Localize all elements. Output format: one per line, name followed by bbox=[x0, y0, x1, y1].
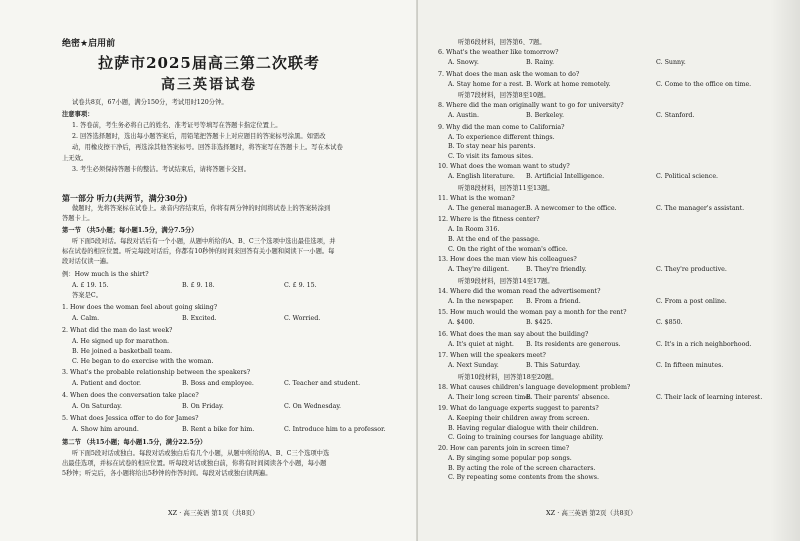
note-line: 3. 考生必须保持答题卡的整洁。考试结束后，请将答题卡交回。 bbox=[72, 166, 251, 173]
exam-subtitle: 高三英语试卷 bbox=[161, 77, 257, 93]
material-instruction: 听第9段材料，回答第14至17题。 bbox=[458, 277, 554, 285]
section1-intro-line: 标在试卷的相应位置。听完每段对话后，你都有10秒钟的时间来回答有关小题和阅读下一小题。每 bbox=[62, 248, 335, 255]
answer-option: B. Artificial Intelligence. bbox=[526, 173, 605, 181]
answer-option: B. $425. bbox=[526, 319, 553, 327]
question-text: 4. When does the conversation take place? bbox=[62, 392, 199, 399]
section2-intro-line: 出最佳选项，并标在试卷的相应位置。听每段对话或独白前，你将有时间阅读各个小题，每小题 bbox=[62, 460, 327, 467]
answer-option: B. From a friend. bbox=[526, 297, 581, 305]
answer-option: C. Stanford. bbox=[656, 112, 695, 119]
section1-intro-line: 段对话仅读一遍。 bbox=[62, 258, 113, 265]
answer-option: C. Sunny. bbox=[656, 59, 686, 66]
page-footer: XZ · 高三英语 第1页（共8页） bbox=[168, 509, 259, 517]
question-text: 15. How much would the woman pay a month for the rent? bbox=[438, 309, 627, 317]
note-line: 1. 答卷前，考生务必将自己的姓名、准考证号等填写在答题卡指定位置上。 bbox=[72, 122, 282, 129]
answer-option: B. To stay near his parents. bbox=[448, 143, 536, 151]
answer-option: C. From a post online. bbox=[656, 297, 727, 305]
intro-text: 试卷共8页，67小题，满分150分，考试用时120分钟。 bbox=[72, 99, 228, 106]
note-line: 上无效。 bbox=[62, 155, 88, 162]
notes-heading: 注意事项： bbox=[62, 111, 94, 118]
answer-option: A. Patient and doctor. bbox=[72, 380, 141, 387]
right-page bbox=[418, 0, 800, 541]
answer-option: C. On the right of the woman's office. bbox=[448, 245, 568, 253]
question-text: 2. What did the man do last week? bbox=[62, 327, 173, 334]
answer-option: A. Stay home for a rest. bbox=[448, 80, 524, 88]
answer-option: A. He signed up for marathon. bbox=[72, 338, 170, 345]
note-line: 动，用橡皮擦干净后，再选涂其他答案标号。回答非选择题时，将答案写在答题卡上。写在本试卷 bbox=[72, 144, 343, 151]
section1-heading: 第一节 （共5小题；每小题1.5分，满分7.5分） bbox=[62, 227, 198, 234]
section2-intro-line: 5秒钟；听完后，各小题将给出5秒钟的作答时间。每段对话或独白读两遍。 bbox=[62, 470, 272, 477]
answer-option: C. Come to the office on time. bbox=[656, 80, 752, 88]
material-instruction: 听第6段材料，回答第6、7题。 bbox=[458, 39, 546, 46]
question-text: 7. What does the man ask the woman to do? bbox=[438, 70, 580, 78]
secret-mark: 绝密★启用前 bbox=[62, 39, 116, 49]
answer-option: A. They're diligent. bbox=[448, 266, 509, 274]
section1-intro-line: 听下面5段对话。每段对话后有一个小题，从题中所给的A、B、C三个选项中选出最佳选项，并 bbox=[72, 238, 336, 245]
answer-option: B. On Friday. bbox=[182, 403, 224, 410]
question-text: 3. What's the probable relationship between the speakers? bbox=[62, 369, 251, 376]
answer-option: B. This Saturday. bbox=[526, 362, 581, 370]
answer-option: B. Rent a bike for him. bbox=[182, 426, 255, 433]
answer-option: B. At the end of the passage. bbox=[448, 235, 540, 243]
answer-option: C. Teacher and student. bbox=[284, 380, 361, 387]
answer-option: A. To experience different things. bbox=[448, 133, 555, 141]
answer-option: B. Having regular dialogue with their children. bbox=[448, 424, 599, 432]
answer-option: A. In the newspaper. bbox=[448, 297, 514, 305]
answer-option: A. Snowy. bbox=[448, 59, 479, 66]
page-shadow bbox=[770, 0, 800, 541]
answer-option: A. Keeping their children away from screen. bbox=[448, 415, 590, 423]
answer-option: B. Work at home remotely. bbox=[526, 80, 611, 88]
answer-option: C. Political science. bbox=[656, 173, 719, 181]
answer-option: B. Their parents' absence. bbox=[526, 393, 610, 401]
part-heading: 第一部分 听力(共两节，满分30分) bbox=[62, 193, 188, 203]
example-option: B. £ 9. 18. bbox=[182, 282, 215, 289]
example-option: C. £ 9. 15. bbox=[284, 282, 317, 289]
answer-option: A. English literature. bbox=[448, 173, 515, 181]
answer-option: A. Austin. bbox=[448, 112, 479, 119]
answer-option: A. Their long screen time. bbox=[448, 393, 531, 401]
answer-option: B. Rainy. bbox=[526, 59, 555, 66]
answer-option: A. Show him around. bbox=[72, 426, 139, 433]
part-intro-line: 答题卡上。 bbox=[62, 215, 94, 222]
answer-option: C. To visit its famous sites. bbox=[448, 152, 534, 160]
question-text: 16. What does the man say about the building? bbox=[438, 330, 589, 338]
question-text: 10. What does the woman want to study? bbox=[438, 163, 570, 171]
section2-intro-line: 听下面5段对话或独白。每段对话或独白后有几个小题，从题中所给的A、B、C三个选项中选 bbox=[72, 450, 330, 457]
question-text: 20. How can parents join in screen time? bbox=[438, 444, 570, 452]
page-footer: XZ · 高三英语 第2页（共8页） bbox=[546, 509, 637, 517]
question-text: 5. What does Jessica offer to do for James? bbox=[62, 415, 199, 422]
example-question: 例：How much is the shirt? bbox=[62, 271, 149, 278]
answer-option: A. Next Sunday. bbox=[448, 362, 499, 370]
answer-option: A. By singing some popular pop songs. bbox=[448, 454, 572, 462]
answer-option: A. $400. bbox=[448, 319, 475, 327]
question-text: 9. Why did the man come to California? bbox=[438, 123, 565, 131]
answer-option: C. Introduce him to a professor. bbox=[284, 426, 386, 433]
exam-title: 拉萨市2025届高三第二次联考 bbox=[98, 54, 320, 72]
answer-option: B. He joined a basketball team. bbox=[72, 348, 173, 355]
question-text: 6. What's the weather like tomorrow? bbox=[438, 49, 559, 56]
answer-option: C. He began to do exercise with the woman. bbox=[72, 358, 214, 365]
answer-option: C. In fifteen minutes. bbox=[656, 362, 724, 370]
answer-option: A. On Saturday. bbox=[72, 403, 122, 410]
answer-option: C. Going to training courses for language ability. bbox=[448, 434, 604, 442]
answer-option: C. They're productive. bbox=[656, 266, 727, 274]
question-text: 11. What is the woman? bbox=[438, 194, 515, 202]
answer-option: B. By acting the role of the screen characters. bbox=[448, 464, 596, 472]
answer-option: B. They're friendly. bbox=[526, 266, 587, 274]
question-text: 14. Where did the woman read the advertisement? bbox=[438, 287, 601, 295]
answer-option: B. Boss and employee. bbox=[182, 380, 254, 387]
part-intro-line: 做题时，先将答案标在试卷上。录音内容结束后，你将有两分钟的时间将试卷上的答案转涂到 bbox=[72, 205, 331, 212]
answer-option: C. Their lack of learning interest. bbox=[656, 393, 763, 401]
note-line: 2. 回答选择题时，选出每小题答案后，用铅笔把答题卡上对应题目的答案标号涂黑。如需改 bbox=[72, 133, 326, 140]
answer-option: C. Worried. bbox=[284, 315, 321, 322]
answer-option: B. Excited. bbox=[182, 315, 217, 322]
answer-option: A. Calm. bbox=[72, 315, 100, 322]
material-instruction: 听第7段材料，回答第8至10题。 bbox=[458, 92, 550, 99]
answer-option: B. Its residents are generous. bbox=[526, 340, 621, 348]
answer-option: A. In Room 316. bbox=[448, 226, 500, 234]
question-text: 13. How does the man view his colleagues? bbox=[438, 256, 577, 264]
question-text: 8. Where did the man originally want to go for university? bbox=[438, 102, 624, 109]
example-option: A. £ 19. 15. bbox=[72, 282, 109, 289]
material-instruction: 听第10段材料，回答第18至20题。 bbox=[458, 373, 558, 381]
answer-option: C. $850. bbox=[656, 319, 683, 327]
question-text: 12. Where is the fitness center? bbox=[438, 216, 540, 224]
question-text: 17. When will the speakers meet? bbox=[438, 352, 546, 360]
example-answer: 答案是C。 bbox=[72, 292, 103, 299]
section2-heading: 第二节 （共15小题；每小题1.5分，满分22.5分） bbox=[62, 439, 207, 446]
question-text: 19. What do language experts suggest to parents? bbox=[438, 405, 599, 413]
answer-option: C. It's in a rich neighborhood. bbox=[656, 340, 752, 348]
question-text: 1. How does the woman feel about going skiing? bbox=[62, 304, 218, 311]
answer-option: A. The general manager. bbox=[448, 204, 527, 212]
answer-option: C. The manager's assistant. bbox=[656, 204, 745, 212]
answer-option: A. It's quiet at night. bbox=[448, 340, 514, 348]
material-instruction: 听第8段材料，回答第11至13题。 bbox=[458, 184, 554, 192]
answer-option: B. A newcomer to the office. bbox=[526, 204, 617, 212]
question-text: 18. What causes children's language development problem? bbox=[438, 383, 631, 391]
answer-option: C. By repeating some contents from the shows. bbox=[448, 474, 599, 482]
answer-option: B. Berkeley. bbox=[526, 112, 564, 119]
answer-option: C. On Wednesday. bbox=[284, 403, 342, 410]
